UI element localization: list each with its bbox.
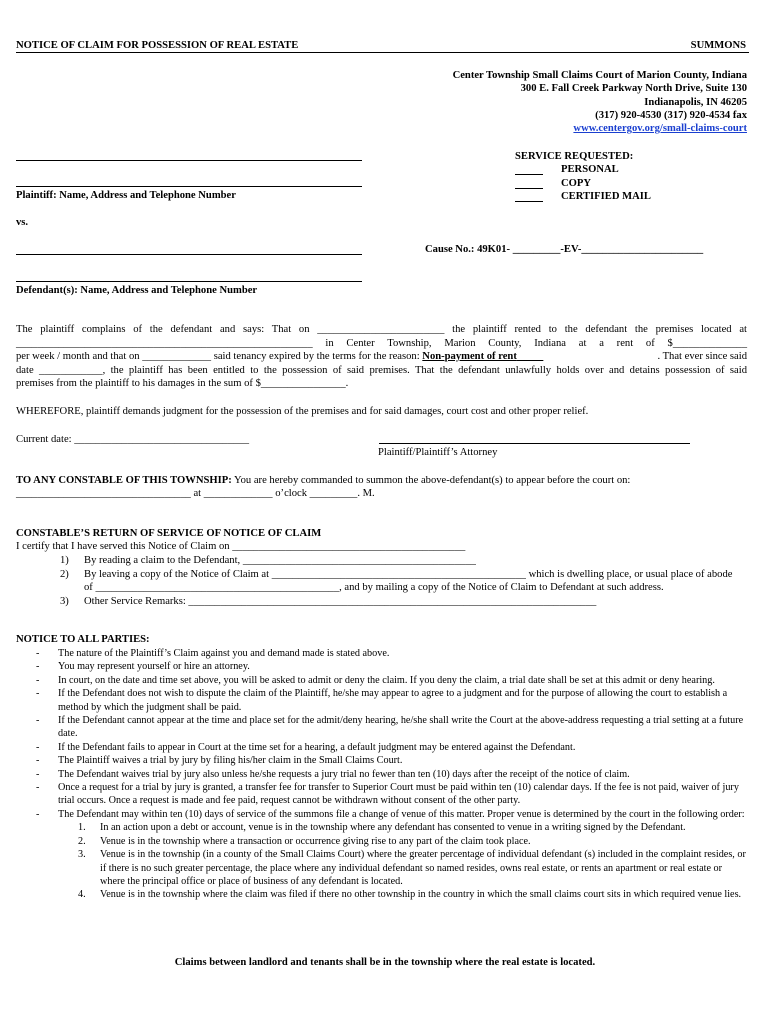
complaint-line-3 <box>16 350 747 364</box>
complaint-line-3b: . That ever since said <box>657 351 747 362</box>
court-name: Center Township Small Claims Court of Marion County, Indiana <box>452 70 747 81</box>
notice-item-text: The nature of the Plaintiff’s Claim against you and demand made is stated above. <box>58 648 390 659</box>
return-item-text: By reading a claim to the Defendant, ____________________________________________ <box>84 555 476 566</box>
wherefore-text: WHEREFORE, plaintiff demands judgment for the possession of the premises and for said damages, court cost and other proper relief. <box>16 406 589 417</box>
venue-item <box>16 888 747 901</box>
notice-item-text: The Defendant waives trial by jury also unless he/she requests a jury trial no fewer than ten (10) days after the receipt of the notice of claim. <box>58 768 630 780</box>
notice-item: - The Defendant waives trial by jury also unless he/she requests a jury trial no fewer than ten (10) days after the receipt of the notice of claim. <box>16 768 747 781</box>
venue-text: In an action upon a debt or account, venue is in the township where any defendant has consented to venue in a writing signed by the Defendant. <box>100 822 686 834</box>
court-address-2: Indianapolis, IN 46205 <box>644 96 747 108</box>
venue-text: Venue is in the township where the claim was filed if there no other township in the country in which the small claims court sits in which required venue lies. <box>100 889 742 901</box>
plaintiff-line-1[interactable] <box>16 160 362 161</box>
defendant-line-1[interactable] <box>16 254 362 255</box>
venue-item <box>16 835 747 848</box>
plaintiff-line-2[interactable] <box>16 186 362 187</box>
notice-list <box>16 647 747 902</box>
current-date-field[interactable]: Current date: _________________________________ <box>16 434 250 445</box>
cause-number[interactable]: Cause No.: 49K01- _________-EV-_______________________ <box>425 244 704 255</box>
return-item-number: 3) <box>60 595 69 607</box>
checkbox-blank[interactable] <box>515 190 543 202</box>
notice-item: - In court, on the date and time set above, you will be asked to admit or deny the claim. If you deny the claim, a trial date shall be set at this admit or deny hearing. <box>16 674 747 687</box>
court-website-link[interactable]: www.centergov.org/small-claims-court <box>573 123 747 135</box>
venue-number: 2. <box>78 835 86 847</box>
return-certify[interactable]: I certify that I have served this Notice of Claim on ____________________________________________ <box>16 541 466 552</box>
return-item <box>16 595 747 609</box>
venue-number: 3. <box>78 849 86 861</box>
complaint-line-3a: per week / month and that on _____________ said tenancy expired by the terms for the reason: <box>16 351 423 362</box>
service-option-personal[interactable] <box>515 163 651 176</box>
service-heading: SERVICE REQUESTED: <box>515 151 634 162</box>
complaint-line-5: premises from the plaintiff to his damages in the sum of $________________. <box>16 378 349 389</box>
court-address-1: 300 E. Fall Creek Parkway North Drive, Suite 130 <box>520 83 747 95</box>
notice-item-text: You may represent yourself or hire an attorney. <box>58 661 250 673</box>
return-item-number: 2) <box>60 568 69 580</box>
return-items <box>16 554 747 608</box>
service-option-label: CERTIFIED MAIL <box>561 191 651 203</box>
plaintiff-label: Plaintiff: Name, Address and Telephone Number <box>16 190 236 201</box>
service-option-label: COPY <box>561 177 592 189</box>
notice-item-text: If the Defendant cannot appear at the time and place set for the admit/deny hearing, he/she shall write the Court at the above-address requesting a trial setting at a future date. <box>58 715 744 740</box>
notice-item-text: The Plaintiff waives a trial by jury by filing his/her claim in the Small Claims Court. <box>58 755 403 767</box>
notice-item: - The Plaintiff waives a trial by jury by filing his/her claim in the Small Claims Court. <box>16 754 747 767</box>
checkbox-blank[interactable] <box>515 177 543 189</box>
reason-non-payment: Non-payment of rent <box>422 351 517 362</box>
notice-item: - You may represent yourself or hire an attorney. <box>16 660 747 673</box>
notice-item: - The nature of the Plaintiff’s Claim against you and demand made is stated above. <box>16 647 747 660</box>
notice-item-text: Once a request for a trial by jury is granted, a transfer fee for transfer to Superior Court must be paid within ten (10) calendar days. If the fee is not paid, waiver of jury trial occurs. Once a request is made and fee paid, request cannot be withdrawn without consent of the other party. <box>58 782 739 807</box>
service-option-label: PERSONAL <box>561 164 619 176</box>
summons-title: SUMMONS <box>690 40 746 51</box>
footer-note: Claims between landlord and tenants shall be in the township where the real estate is located. <box>174 957 596 968</box>
return-item-text: Other Service Remarks: _____________________________________________________________________________ <box>84 595 597 607</box>
attorney-signature-line[interactable] <box>379 443 690 444</box>
notice-item: - If the Defendant does not wish to dispute the claim of the Plaintiff, he/she may appear to agree to a judgment and for the purpose of allowing the court to establish a method by which the judgment shall be paid. <box>16 687 747 714</box>
checkbox-blank[interactable] <box>515 163 543 175</box>
constable-text: You are hereby commanded to summon the above-defendant(s) to appear before the court on: <box>231 475 631 486</box>
attorney-label: Plaintiff/Plaintiff’s Attorney <box>378 447 498 458</box>
complaint-paragraph <box>16 323 747 391</box>
notice-item: - If the Defendant fails to appear in Court at the time set for a hearing, a default judgment may be entered against the Defendant. <box>16 741 747 754</box>
service-option-certified-mail[interactable] <box>515 190 651 203</box>
return-item-number: 1) <box>60 555 69 566</box>
notice-item-text: If the Defendant fails to appear in Court at the time set for a hearing, a default judgment may be entered against the Defendant. <box>58 741 576 753</box>
constable-command <box>16 474 751 488</box>
venue-text: Venue is in the township where a transaction or occurrence giving rise to any part of the claim took place. <box>100 835 531 847</box>
return-heading: CONSTABLE’S RETURN OF SERVICE OF NOTICE OF CLAIM <box>16 528 322 539</box>
court-phone: (317) 920-4530 (317) 920-4534 fax <box>595 109 747 121</box>
notice-item: - If the Defendant cannot appear at the time and place set for the admit/deny hearing, he/she shall write the Court at the above-address requesting a trial setting at a future date. <box>16 714 747 741</box>
notice-heading: NOTICE TO ALL PARTIES: <box>16 634 150 645</box>
notice-item: - The Defendant may within ten (10) days of service of the summons file a change of venue of this matter. Proper venue is determined by the court in the following order: <box>16 808 747 821</box>
notice-item-text: If the Defendant does not wish to dispute the claim of the Plaintiff, he/she may appear to agree to a judgment and for the purpose of allowing the court to establish a method by which the judgment shall be paid. <box>58 688 728 713</box>
venue-item <box>16 821 747 834</box>
notice-item: - Once a request for a trial by jury is granted, a transfer fee for transfer to Superior Court must be paid within ten (10) calendar days. If the fee is not paid, waiver of jury trial occurs. Once a request is made and fee paid, request cannot be withdrawn without consent of the other party. <box>16 781 747 808</box>
complaint-line-1: The plaintiff complains of the defendant and says: That on ________________________ the plaintiff rented to the defendant the premises located at <box>16 324 747 335</box>
service-requested <box>515 150 651 204</box>
venue-text: Venue is in the township (in a county of the Small Claims Court) where the greater percentage of individual defendant (s) included in the complaint resides, or if there is no such greater percentage, the place where any individual defendant so named resides, owns real estate, or rents an apartment or real estate or where the principal office or place of business of any defendant is located. <box>100 849 746 887</box>
versus-label: vs. <box>16 217 29 228</box>
court-info <box>453 69 747 135</box>
return-item <box>16 568 747 595</box>
form-title: NOTICE OF CLAIM FOR POSSESSION OF REAL ESTATE <box>16 40 299 51</box>
defendant-line-2[interactable] <box>16 281 362 282</box>
defendant-label: Defendant(s): Name, Address and Telephone Number <box>16 285 258 296</box>
complaint-line-2: ________________________________________________________ in Center Township, Marion County, Indiana at a rent of $______________ <box>16 337 747 349</box>
venue-number: 4. <box>78 889 86 901</box>
notice-item-text: The Defendant may within ten (10) days of service of the summons file a change of venue of this matter. Proper venue is determined by the court in the following order: <box>58 808 745 820</box>
appearance-date-line[interactable]: _________________________________ at _____________ o’clock _________. M. <box>16 488 375 499</box>
notice-item-text: In court, on the date and time set above, you will be asked to admit or deny the claim. If you deny the claim, a trial date shall be set at this admit or deny hearing. <box>58 674 715 686</box>
service-option-copy[interactable] <box>515 177 651 190</box>
return-item-text: By leaving a copy of the Notice of Claim at ________________________________________________ which is dwelling place, or usual place of abode of ______________________________________________, and by mailing a copy of the Notice of Claim to Defendant at such address. <box>84 568 733 593</box>
venue-number: 1. <box>78 822 86 834</box>
complaint-line-4: date ____________, the plaintiff has been entitled to the possession of said premises. That the defendant unlawfully holds over and detains possession of said <box>16 364 747 376</box>
return-item <box>16 554 747 568</box>
venue-item <box>16 848 747 888</box>
constable-lead: TO ANY CONSTABLE OF THIS TOWNSHIP: <box>16 475 232 486</box>
header-divider <box>16 52 749 53</box>
